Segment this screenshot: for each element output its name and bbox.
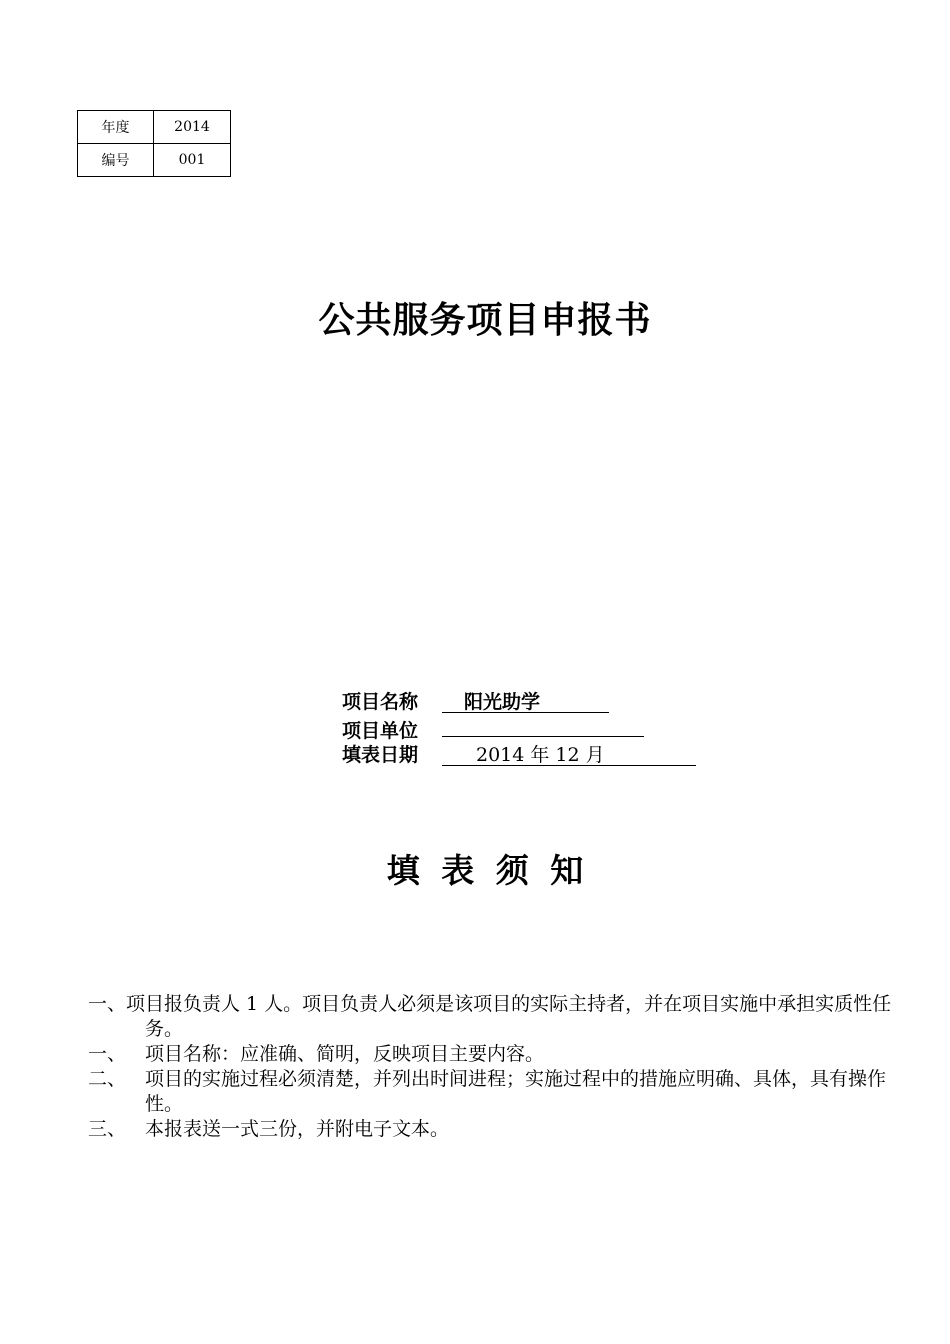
notice-item-text: 项目名称：应准确、简明，反映项目主要内容。 (145, 1043, 545, 1065)
project-info (342, 690, 696, 767)
project-name-row (342, 690, 696, 714)
notice-title: 填 表 须 知 (386, 851, 584, 890)
notice-item (88, 992, 898, 1042)
notice-item-text: 项目报负责人 1 人。项目负责人必须是该项目的实际主持者，并在项目实施中承担实质性任务。 (126, 993, 892, 1040)
notice-item-text: 项目的实施过程必须清楚，并列出时间进程；实施过程中的措施应明确、具体，具有操作性。 (145, 1068, 887, 1115)
notice-item-number: 二、 (88, 1068, 127, 1090)
year-label: 年度 (78, 111, 154, 144)
notice-item (88, 1067, 898, 1117)
fill-date-label: 填表日期 (342, 744, 419, 766)
meta-table (77, 110, 231, 177)
notice-item (88, 1042, 898, 1067)
notice-item-number: 一、 (88, 993, 127, 1015)
notice-item-text: 本报表送一式三份，并附电子文本。 (145, 1118, 450, 1140)
meta-row-year (78, 111, 231, 144)
notice-list (88, 992, 898, 1142)
project-name-label: 项目名称 (342, 691, 419, 713)
number-label: 编号 (78, 144, 154, 177)
year-value: 2014 (154, 111, 231, 144)
fill-date-row (342, 743, 696, 767)
project-unit-label: 项目单位 (342, 720, 419, 742)
number-value: 001 (154, 144, 231, 177)
notice-item (88, 1117, 898, 1142)
document-title: 公共服务项目申报书 (318, 300, 652, 341)
project-name-value: 阳光助学 (442, 691, 609, 713)
fill-date-value: 2014 年 12 月 (442, 744, 696, 766)
project-unit-row (342, 714, 696, 743)
notice-item-number: 三、 (88, 1118, 127, 1140)
notice-item-number: 一、 (88, 1043, 127, 1065)
project-unit-value (442, 714, 644, 737)
meta-row-number (78, 144, 231, 177)
